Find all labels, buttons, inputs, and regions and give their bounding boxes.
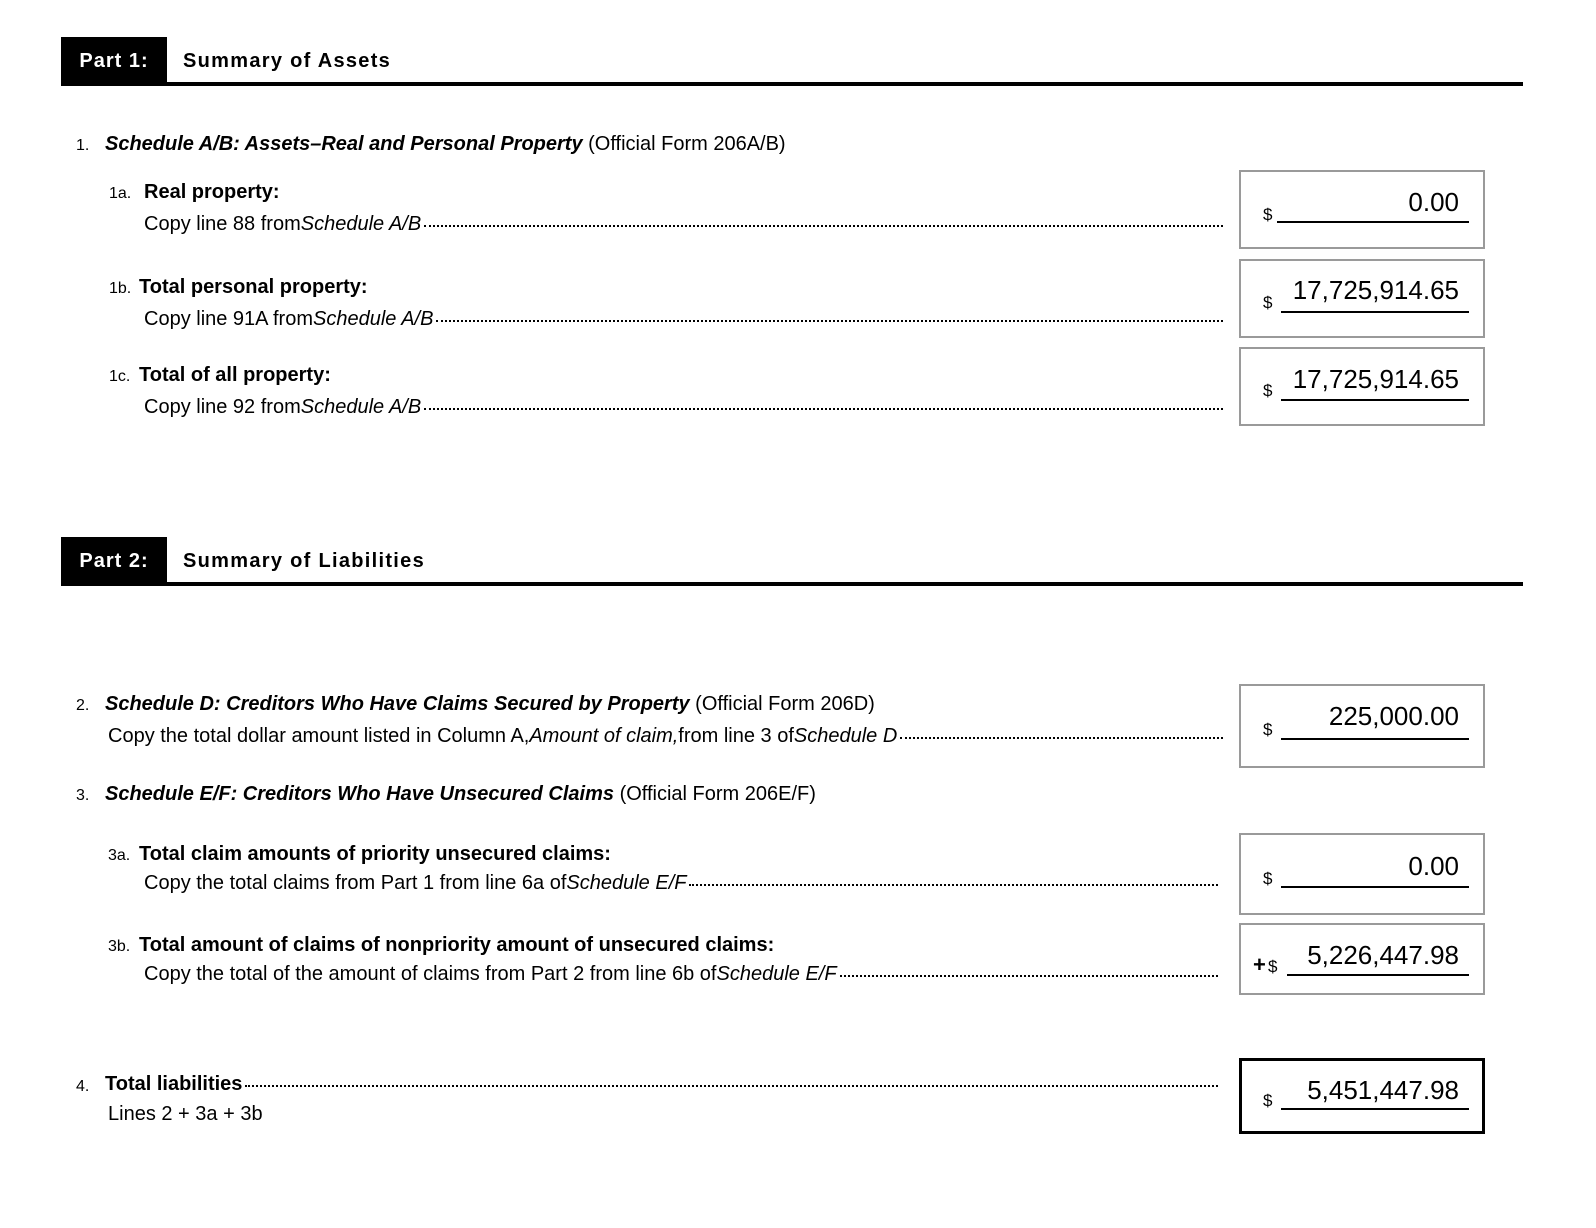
item3-title: Schedule E/F: Creditors Who Have Unsecured Claims xyxy=(105,783,615,805)
line1a-leader-dots xyxy=(424,225,1223,227)
item2-copy-middle: from line 3 of xyxy=(678,725,794,747)
item2-instruction xyxy=(108,725,1223,748)
line1a-amount: 0.00 xyxy=(1408,187,1459,217)
line3a-leader-dots xyxy=(689,884,1218,886)
line3b-amount: 5,226,447.98 xyxy=(1307,940,1459,970)
line1c-leader-dots xyxy=(424,408,1223,410)
part1-tag: Part 1: xyxy=(61,37,167,85)
item1-heading xyxy=(105,133,786,156)
line1a-underline xyxy=(1277,221,1469,223)
line1c-amount-box[interactable] xyxy=(1239,347,1485,426)
line1c-copy-text: Copy line 92 from xyxy=(144,396,301,418)
line3b-number: 3b. xyxy=(108,938,131,955)
line3a-amount: 0.00 xyxy=(1408,851,1459,881)
line3a-copy-text: Copy the total claims from Part 1 from line 6a of xyxy=(144,872,567,894)
line1b-copy-text: Copy line 91A from xyxy=(144,308,313,330)
line3a-copy-source: Schedule E/F xyxy=(566,872,687,894)
item2-copy-source: Schedule D xyxy=(793,725,898,747)
line3a-instruction xyxy=(144,872,1218,895)
line1b-leader-dots xyxy=(436,320,1223,322)
item2-title: Schedule D: Creditors Who Have Claims Secured by Property xyxy=(105,693,690,715)
item1-form: (Official Form 206A/B) xyxy=(582,133,786,155)
item2-underline xyxy=(1281,738,1469,740)
total-liabilities-currency: $ xyxy=(1263,1091,1273,1110)
line3b-amount-box[interactable] xyxy=(1239,923,1485,995)
line1b-instruction xyxy=(144,308,1223,331)
item4-label: Total liabilities xyxy=(105,1073,243,1095)
line3a-number: 3a. xyxy=(108,847,131,864)
line3a-currency: $ xyxy=(1263,869,1273,888)
line3b-label: Total amount of claims of nonpriority amount of unsecured claims: xyxy=(139,934,775,956)
line1a-copy-source: Schedule A/B xyxy=(300,213,422,235)
item2-amount: 225,000.00 xyxy=(1328,701,1459,731)
line3b-currency: $ xyxy=(1268,957,1278,976)
line1b-amount: 17,725,914.65 xyxy=(1292,275,1459,305)
line3b-instruction xyxy=(144,963,1218,986)
line1c-label: Total of all property: xyxy=(139,364,331,386)
line1b-number: 1b. xyxy=(109,280,132,297)
item2-leader-dots xyxy=(900,737,1223,739)
line3b-underline xyxy=(1287,974,1469,976)
line1a-copy-text: Copy line 88 from xyxy=(144,213,301,235)
item1-title: Schedule A/B: Assets–Real and Personal Property xyxy=(105,133,583,155)
part1-title: Summary of Assets xyxy=(183,50,392,72)
line1b-amount-box[interactable] xyxy=(1239,259,1485,338)
line1b-copy-source: Schedule A/B xyxy=(312,308,434,330)
line3a-label: Total claim amounts of priority unsecured claims: xyxy=(139,843,611,865)
item3-number: 3. xyxy=(76,787,90,804)
part2-divider xyxy=(61,582,1523,586)
item1-number: 1. xyxy=(76,137,90,154)
item3-form: (Official Form 206E/F) xyxy=(614,783,816,805)
part2-tag: Part 2: xyxy=(61,537,167,585)
item3-heading xyxy=(105,783,816,806)
line1b-label: Total personal property: xyxy=(139,276,368,298)
line1b-underline xyxy=(1281,311,1469,313)
line1a-currency: $ xyxy=(1263,205,1273,224)
line1a-label: Real property: xyxy=(144,181,280,203)
item2-heading xyxy=(105,693,875,716)
line1c-number: 1c. xyxy=(109,368,131,385)
line1c-amount: 17,725,914.65 xyxy=(1292,364,1459,394)
total-liabilities-box[interactable] xyxy=(1239,1058,1485,1134)
line3b-copy-source: Schedule E/F xyxy=(716,963,837,985)
line1c-underline xyxy=(1281,399,1469,401)
item4-number: 4. xyxy=(76,1078,90,1095)
item4-leader-dots xyxy=(245,1085,1218,1087)
line3a-amount-box[interactable] xyxy=(1239,833,1485,915)
line1c-currency: $ xyxy=(1263,381,1273,400)
item2-form: (Official Form 206D) xyxy=(689,693,875,715)
item2-amount-box[interactable] xyxy=(1239,684,1485,768)
part2-title: Summary of Liabilities xyxy=(183,550,425,572)
item2-currency: $ xyxy=(1263,720,1273,739)
line1b-currency: $ xyxy=(1263,293,1273,312)
line1a-number: 1a. xyxy=(109,185,132,202)
item2-number: 2. xyxy=(76,697,90,714)
line3b-leader-dots xyxy=(840,975,1218,977)
item2-copy-column: Amount of claim, xyxy=(529,725,679,747)
line1c-copy-source: Schedule A/B xyxy=(300,396,422,418)
line3b-copy-text: Copy the total of the amount of claims from Part 2 from line 6b of xyxy=(144,963,717,985)
line1c-instruction xyxy=(144,396,1223,419)
plus-sign: + xyxy=(1253,952,1266,977)
item2-copy-text: Copy the total dollar amount listed in Column A, xyxy=(108,725,530,747)
line3a-underline xyxy=(1281,886,1469,888)
item4-heading xyxy=(105,1073,1218,1096)
total-liabilities-amount: 5,451,447.98 xyxy=(1307,1075,1459,1105)
part1-divider xyxy=(61,82,1523,86)
total-liabilities-underline xyxy=(1281,1108,1469,1110)
item4-formula: Lines 2 + 3a + 3b xyxy=(108,1103,263,1125)
line1a-amount-box[interactable] xyxy=(1239,170,1485,249)
line1a-instruction xyxy=(144,213,1223,236)
